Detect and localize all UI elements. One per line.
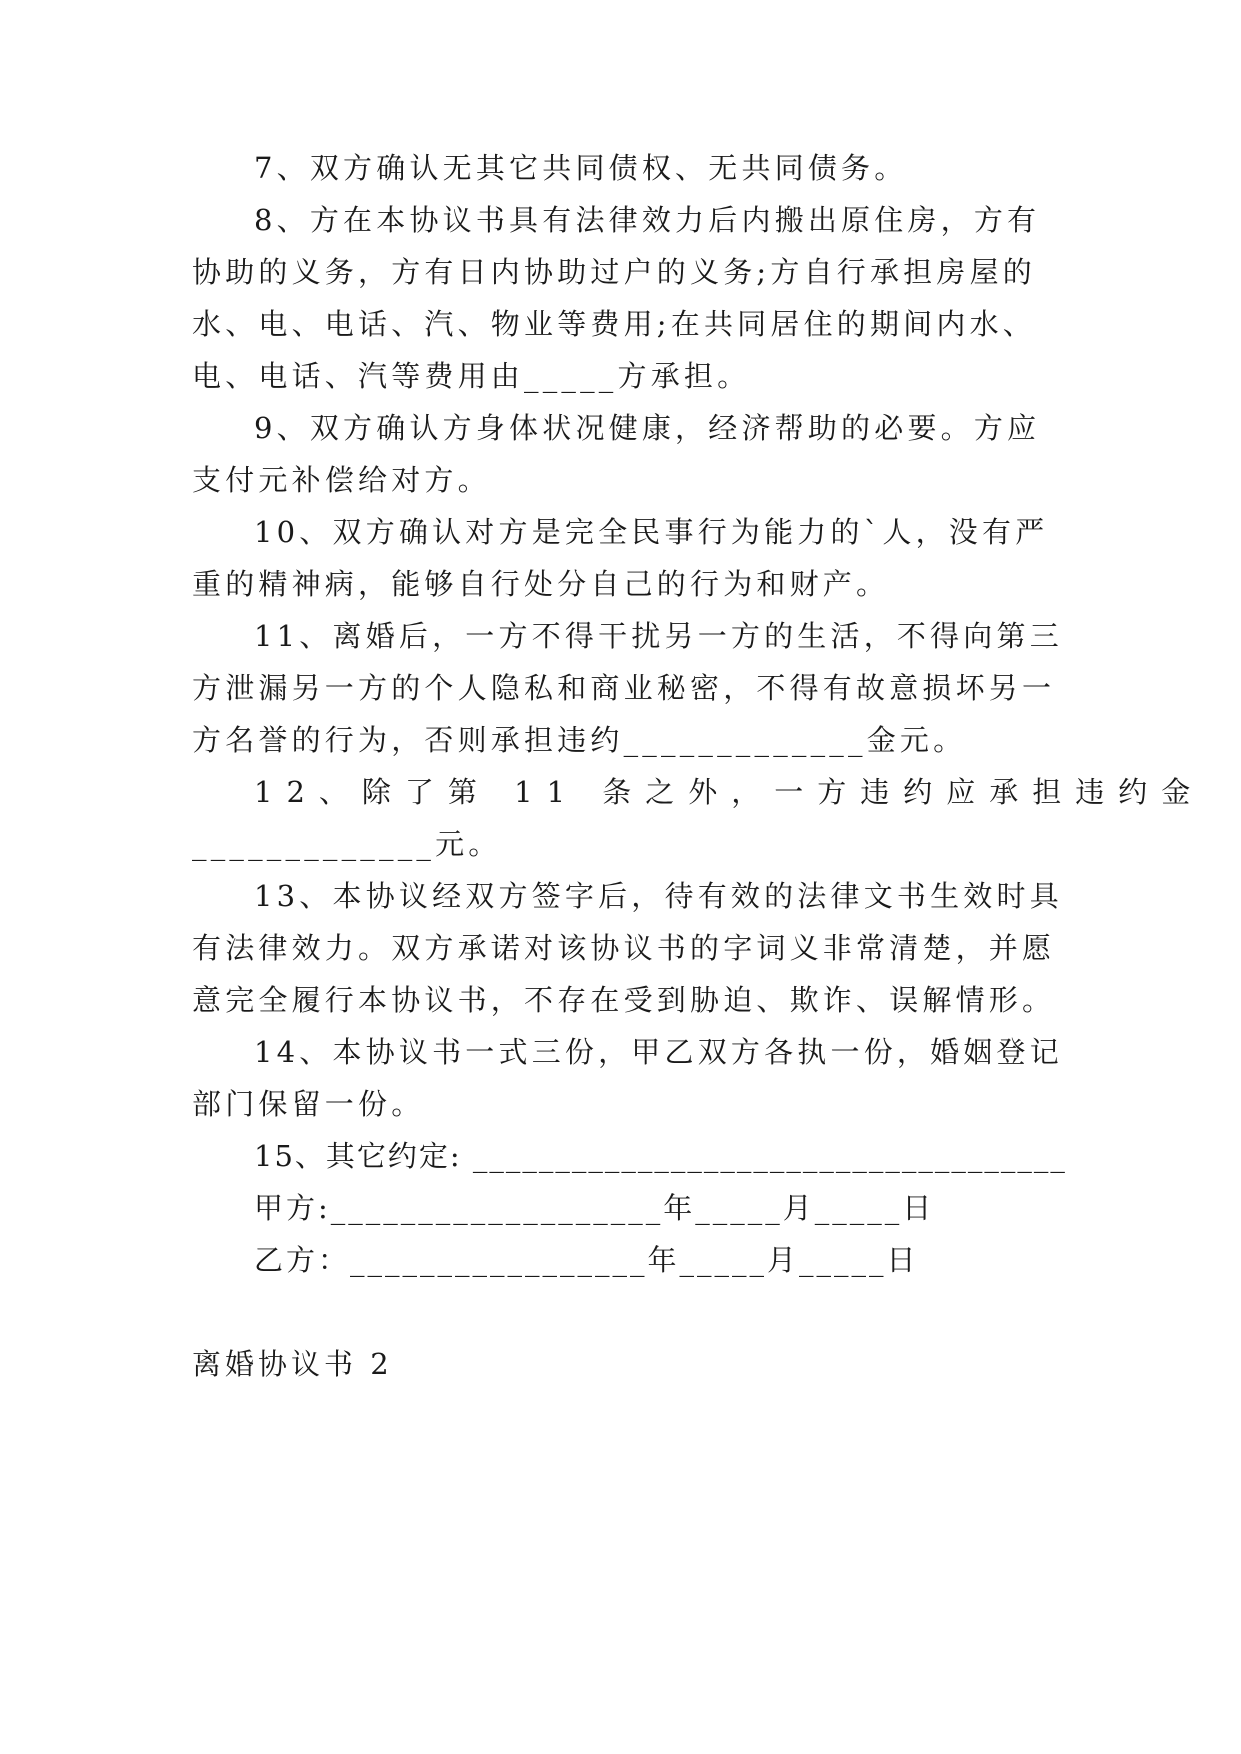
clause-13-line-1: 13、本协议经双方签字后，待有效的法律文书生效时具: [254, 879, 1063, 913]
clause-8-line-2: 协助的义务，方有日内协助过户的义务;方自行承担房屋的: [192, 255, 1036, 289]
clause-9-line-2: 支付元补偿给对方。: [192, 463, 491, 497]
clause-14-line-1: 14、本协议书一式三份，甲乙双方各执一份，婚姻登记: [254, 1035, 1063, 1069]
clause-11-line-3: 方名誉的行为，否则承担违约_____________金元。: [192, 723, 967, 757]
clause-14-line-2: 部门保留一份。: [192, 1087, 425, 1121]
clause-10-line-1: 10、双方确认对方是完全民事行为能力的`人，没有严: [254, 515, 1049, 549]
clause-8-line-4: 电、电话、汽等费用由_____方承担。: [192, 359, 751, 393]
clause-12-line-1: 12、除了第 11 条之外，一方违约应承担违约金: [254, 775, 1205, 809]
clause-13-line-3: 意完全履行本协议书，不存在受到胁迫、欺诈、误解情形。: [192, 983, 1056, 1017]
clause-8-line-1: 8、方在本协议书具有法律效力后内搬出原住房，方有: [254, 203, 1041, 237]
next-agreement-title: 离婚协议书 2: [192, 1347, 393, 1381]
party-b-signature-line: 乙方：_________________年_____月_____日: [254, 1243, 919, 1277]
clause-12-line-2: _____________元。: [192, 827, 502, 861]
clause-7: 7、双方确认无其它共同债权、无共同债务。: [254, 151, 908, 185]
clause-8-line-3: 水、电、电话、汽、物业等费用;在共同居住的期间内水、: [192, 307, 1036, 341]
clause-11-line-2: 方泄漏另一方的个人隐私和商业秘密，不得有故意损坏另一: [192, 671, 1056, 705]
clause-15: 15、其它约定: ____________________________________: [254, 1139, 1067, 1173]
clause-13-line-2: 有法律效力。双方承诺对该协议书的字词义非常清楚，并愿: [192, 931, 1056, 965]
clause-11-line-1: 11、离婚后，一方不得干扰另一方的生活，不得向第三: [254, 619, 1063, 653]
party-a-signature-line: 甲方:___________________年_____月_____日: [254, 1191, 935, 1225]
clause-9-line-1: 9、双方确认方身体状况健康，经济帮助的必要。方应: [254, 411, 1041, 445]
clause-10-line-2: 重的精神病，能够自行处分自己的行为和财产。: [192, 567, 890, 601]
